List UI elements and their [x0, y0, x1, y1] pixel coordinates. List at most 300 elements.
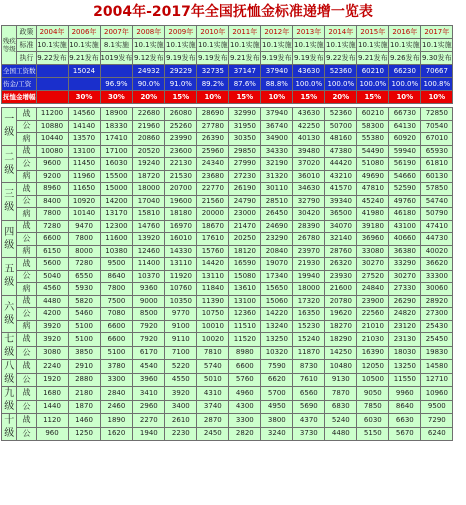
pension-amount-cell: 23130: [389, 333, 421, 347]
pension-type-cell: 战: [17, 145, 36, 158]
stat-cell: [36, 78, 68, 91]
pension-amount-cell: 13240: [261, 320, 293, 333]
stat-cell: 100.0%: [357, 78, 389, 91]
pension-amount-cell: 1890: [100, 414, 133, 428]
pension-amount-cell: 1680: [36, 387, 68, 401]
pension-amount-cell: 17610: [197, 233, 229, 246]
increase-rate-cell: 15%: [229, 91, 261, 104]
pension-amount-cell: 22680: [133, 108, 165, 121]
increase-rate-cell: 15%: [293, 91, 325, 104]
stat-cell: 24932: [133, 65, 165, 78]
pension-amount-cell: 4560: [36, 283, 68, 296]
pension-amount-cell: 60130: [421, 170, 453, 183]
pension-amount-cell: 19620: [325, 308, 357, 321]
pension-amount-cell: 28690: [197, 108, 229, 121]
stat-cell: [68, 78, 100, 91]
pension-amount-cell: 49760: [389, 195, 421, 208]
table-row: [2, 170, 453, 183]
disability-level-cell: 三级: [2, 183, 17, 221]
pension-amount-cell: 24790: [229, 195, 261, 208]
pension-amount-cell: 17320: [293, 295, 325, 308]
pension-amount-cell: 21960: [133, 120, 165, 133]
pension-amount-cell: 4540: [133, 360, 165, 374]
pension-amount-cell: 11600: [100, 233, 133, 246]
year-cell: 2007年: [100, 26, 133, 39]
pension-amount-cell: 23290: [261, 233, 293, 246]
pension-amount-cell: 44420: [325, 158, 357, 171]
pension-amount-cell: 34070: [325, 220, 357, 233]
policy-cell: 10.1实施: [68, 39, 100, 52]
pension-amount-cell: 13920: [133, 233, 165, 246]
pension-amount-cell: 39180: [357, 220, 389, 233]
stat-cell: 52360: [325, 65, 357, 78]
pension-amount-cell: 28510: [261, 195, 293, 208]
pension-amount-cell: 13170: [100, 208, 133, 221]
table-row: [2, 346, 453, 360]
pension-amount-cell: 37020: [293, 158, 325, 171]
pension-amount-cell: 45240: [357, 195, 389, 208]
pension-type-cell: 病: [17, 208, 36, 221]
disability-level-cell: 十级: [2, 414, 17, 441]
pension-amount-cell: 7290: [421, 414, 453, 428]
pension-amount-cell: 49690: [357, 170, 389, 183]
table-row: [2, 233, 453, 246]
pension-amount-cell: 43630: [293, 108, 325, 121]
pension-amount-cell: 72850: [421, 108, 453, 121]
stat-cell: 37147: [229, 65, 261, 78]
table-row: [2, 400, 453, 414]
table-row: [2, 414, 453, 428]
pension-amount-cell: 8960: [36, 183, 68, 196]
table-row: [2, 360, 453, 374]
pension-amount-cell: 11920: [165, 270, 197, 283]
pension-amount-cell: 7800: [68, 233, 100, 246]
pension-amount-cell: 12710: [421, 373, 453, 387]
pension-amount-cell: 26320: [325, 258, 357, 271]
pension-amount-cell: 17040: [133, 195, 165, 208]
pension-amount-cell: 14220: [261, 308, 293, 321]
stat-cell: 90.0%: [133, 78, 165, 91]
pension-amount-cell: 9050: [357, 387, 389, 401]
stat-row: [2, 65, 453, 78]
disability-level-cell: 五级: [2, 258, 17, 296]
pension-amount-cell: 4300: [229, 400, 261, 414]
pension-amount-cell: 2240: [36, 360, 68, 374]
pension-amount-cell: 17100: [100, 145, 133, 158]
pension-amount-cell: 10440: [36, 133, 68, 146]
pension-amount-cell: 18120: [229, 245, 261, 258]
pension-amount-cell: 22770: [197, 183, 229, 196]
pension-amount-cell: 11400: [133, 258, 165, 271]
pension-amount-cell: 36620: [421, 258, 453, 271]
pension-amount-cell: 5930: [68, 283, 100, 296]
pension-amount-cell: 41980: [357, 208, 389, 221]
table-row: [2, 373, 453, 387]
policy-header-row: [2, 39, 453, 52]
pension-type-cell: 战: [17, 360, 36, 374]
increase-rate-cell: 10%: [389, 91, 421, 104]
pension-amount-cell: 1440: [36, 400, 68, 414]
pension-amount-cell: 6550: [68, 270, 100, 283]
stat-cell: 29229: [165, 65, 197, 78]
pension-amount-cell: 23970: [293, 245, 325, 258]
disability-level-cell: 九级: [2, 387, 17, 414]
pension-amount-cell: 5670: [389, 427, 421, 441]
pension-amount-cell: 43100: [389, 220, 421, 233]
date-cell: 9.22发布: [325, 52, 357, 65]
disability-level-cell: 四级: [2, 220, 17, 258]
pension-amount-cell: 14560: [68, 108, 100, 121]
pension-amount-cell: 7590: [261, 360, 293, 374]
pension-amount-cell: 23900: [357, 295, 389, 308]
table-row: [2, 145, 453, 158]
pension-amount-cell: 28920: [421, 295, 453, 308]
disability-level-cell: 八级: [2, 360, 17, 387]
pension-amount-cell: 9360: [133, 283, 165, 296]
pension-type-cell: 公: [17, 308, 36, 321]
pension-amount-cell: 26080: [165, 108, 197, 121]
pension-amount-cell: 3800: [261, 414, 293, 428]
pension-amount-cell: 18290: [325, 333, 357, 347]
pension-amount-cell: 10020: [197, 333, 229, 347]
table-body: [2, 26, 453, 441]
table-row: [2, 283, 453, 296]
pension-amount-cell: 19240: [133, 158, 165, 171]
pension-amount-cell: 10380: [100, 245, 133, 258]
pension-amount-cell: 10500: [357, 373, 389, 387]
disability-level-cell: 六级: [2, 295, 17, 333]
pension-amount-cell: 16390: [357, 346, 389, 360]
pension-amount-cell: 6620: [261, 373, 293, 387]
stat-row-label: 伤金/工资: [2, 78, 37, 91]
pension-amount-cell: 22560: [357, 308, 389, 321]
pension-amount-cell: 27230: [229, 170, 261, 183]
pension-amount-cell: 4310: [197, 387, 229, 401]
pension-amount-cell: 21600: [325, 283, 357, 296]
pension-amount-cell: 3400: [165, 400, 197, 414]
pension-amount-cell: 6030: [357, 414, 389, 428]
pension-amount-cell: 27520: [357, 270, 389, 283]
pension-amount-cell: 7280: [36, 220, 68, 233]
table-row: [2, 320, 453, 333]
table-row: [2, 208, 453, 221]
pension-amount-cell: 42250: [293, 120, 325, 133]
policy-cell: 10.1实施: [197, 39, 229, 52]
pension-amount-cell: 32190: [261, 158, 293, 171]
year-cell: 2017年: [421, 26, 453, 39]
pension-amount-cell: 15650: [261, 283, 293, 296]
increase-rate-cell: 30%: [68, 91, 100, 104]
stat-cell: 70667: [421, 65, 453, 78]
pension-amount-cell: 1920: [36, 373, 68, 387]
pension-amount-cell: 3300: [229, 414, 261, 428]
pension-amount-cell: 8980: [229, 346, 261, 360]
pension-amount-cell: 8500: [133, 308, 165, 321]
pension-amount-cell: 31320: [261, 170, 293, 183]
pension-amount-cell: 6240: [421, 427, 453, 441]
pension-amount-cell: 24690: [261, 220, 293, 233]
pension-amount-cell: 13100: [68, 145, 100, 158]
pension-amount-cell: 10750: [197, 308, 229, 321]
pension-amount-cell: 12460: [133, 245, 165, 258]
pension-amount-cell: 7800: [100, 283, 133, 296]
pension-amount-cell: 2180: [68, 387, 100, 401]
pension-amount-cell: 67010: [421, 133, 453, 146]
pension-amount-cell: 40660: [389, 233, 421, 246]
increase-rate-row: [2, 91, 453, 104]
pension-amount-cell: 5690: [293, 400, 325, 414]
pension-amount-cell: 25260: [165, 120, 197, 133]
pension-amount-cell: 10350: [165, 295, 197, 308]
pension-amount-cell: 7100: [165, 346, 197, 360]
pension-amount-cell: 8640: [389, 400, 421, 414]
pension-amount-cell: 13110: [165, 258, 197, 271]
pension-amount-cell: 6600: [36, 233, 68, 246]
date-header-row: [2, 52, 453, 65]
pension-type-cell: 公: [17, 346, 36, 360]
pension-amount-cell: 26780: [293, 233, 325, 246]
pension-amount-cell: 5100: [68, 320, 100, 333]
pension-amount-cell: 1870: [68, 400, 100, 414]
pension-type-cell: 战: [17, 295, 36, 308]
pension-amount-cell: 10010: [197, 320, 229, 333]
pension-amount-cell: 56190: [389, 158, 421, 171]
pension-type-cell: 战: [17, 333, 36, 347]
pension-amount-cell: 21010: [357, 320, 389, 333]
pension-amount-cell: 48160: [325, 133, 357, 146]
disability-level-cell: 七级: [2, 333, 17, 360]
pension-amount-cell: 18030: [389, 346, 421, 360]
pension-standard-table: [1, 25, 453, 441]
pension-amount-cell: 5600: [36, 258, 68, 271]
pension-amount-cell: 70540: [421, 120, 453, 133]
year-cell: 2014年: [325, 26, 357, 39]
pension-amount-cell: 7610: [293, 373, 325, 387]
pension-amount-cell: 12050: [357, 360, 389, 374]
pension-amount-cell: 24340: [197, 158, 229, 171]
policy-cell: 10.1实施: [36, 39, 68, 52]
pension-amount-cell: 5040: [36, 270, 68, 283]
pension-amount-cell: 26290: [389, 295, 421, 308]
pension-amount-cell: 5010: [197, 373, 229, 387]
pension-amount-cell: 13110: [197, 270, 229, 283]
date-cell: 9.26发布: [389, 52, 421, 65]
pension-amount-cell: 28760: [325, 245, 357, 258]
pension-amount-cell: 57850: [421, 183, 453, 196]
table-row: [2, 270, 453, 283]
pension-amount-cell: 30270: [357, 258, 389, 271]
pension-amount-cell: 2910: [68, 360, 100, 374]
pension-amount-cell: 10320: [261, 346, 293, 360]
pension-amount-cell: 20780: [325, 295, 357, 308]
pension-amount-cell: 21930: [293, 258, 325, 271]
pension-type-cell: 病: [17, 283, 36, 296]
pension-type-cell: 战: [17, 387, 36, 401]
pension-amount-cell: 27300: [421, 308, 453, 321]
year-cell: 2006年: [68, 26, 100, 39]
pension-amount-cell: 10960: [421, 387, 453, 401]
pension-amount-cell: 29850: [229, 145, 261, 158]
pension-amount-cell: 5220: [165, 360, 197, 374]
pension-amount-cell: 8640: [100, 270, 133, 283]
policy-cell: 10.1实施: [325, 39, 357, 52]
pension-amount-cell: 3730: [293, 427, 325, 441]
pension-amount-cell: 18180: [165, 208, 197, 221]
pension-amount-cell: 3920: [165, 387, 197, 401]
pension-amount-cell: 16350: [293, 308, 325, 321]
pension-amount-cell: 10480: [325, 360, 357, 374]
pension-type-cell: 战: [17, 220, 36, 233]
pension-amount-cell: 3740: [197, 400, 229, 414]
pension-amount-cell: 16010: [165, 233, 197, 246]
pension-amount-cell: 10880: [36, 120, 68, 133]
pension-amount-cell: 59940: [389, 145, 421, 158]
pension-amount-cell: 11840: [197, 283, 229, 296]
pension-amount-cell: 15240: [293, 333, 325, 347]
pension-amount-cell: 9110: [165, 333, 197, 347]
pension-amount-cell: 66730: [389, 108, 421, 121]
table-row: [2, 120, 453, 133]
date-cell: 9.21发布: [68, 52, 100, 65]
pension-amount-cell: 2880: [68, 373, 100, 387]
table-row: [2, 108, 453, 121]
pension-amount-cell: 65930: [421, 145, 453, 158]
pension-amount-cell: 24840: [357, 283, 389, 296]
year-cell: 2009年: [165, 26, 197, 39]
pension-amount-cell: 13250: [389, 360, 421, 374]
pension-type-cell: 公: [17, 427, 36, 441]
pension-amount-cell: 6630: [389, 414, 421, 428]
pension-amount-cell: 32140: [325, 233, 357, 246]
date-cell: 9.21发布: [357, 52, 389, 65]
pension-amount-cell: 3850: [68, 346, 100, 360]
pension-amount-cell: 7500: [100, 295, 133, 308]
stat-cell: 89.2%: [197, 78, 229, 91]
pension-amount-cell: 6600: [100, 320, 133, 333]
pension-amount-cell: 6600: [229, 360, 261, 374]
pension-amount-cell: 11200: [36, 108, 68, 121]
pension-amount-cell: 31950: [229, 120, 261, 133]
pension-amount-cell: 5700: [261, 387, 293, 401]
pension-amount-cell: 19830: [421, 346, 453, 360]
pension-amount-cell: 3080: [36, 346, 68, 360]
pension-amount-cell: 36740: [261, 120, 293, 133]
pension-amount-cell: 3920: [36, 320, 68, 333]
pension-amount-cell: 34900: [261, 133, 293, 146]
pension-amount-cell: 17410: [100, 133, 133, 146]
pension-amount-cell: 8000: [68, 245, 100, 258]
pension-amount-cell: 30270: [389, 270, 421, 283]
pension-amount-cell: 46180: [389, 208, 421, 221]
pension-amount-cell: 23930: [325, 270, 357, 283]
policy-cell: 10.1实施: [293, 39, 325, 52]
pension-amount-cell: 19070: [261, 258, 293, 271]
pension-amount-cell: 13610: [229, 283, 261, 296]
table-row: [2, 195, 453, 208]
increase-rate-cell: 10%: [421, 91, 453, 104]
date-cell: 1019发布: [100, 52, 133, 65]
pension-amount-cell: 7870: [325, 387, 357, 401]
pension-amount-cell: 21030: [357, 333, 389, 347]
pension-type-cell: 战: [17, 258, 36, 271]
pension-amount-cell: 2870: [197, 414, 229, 428]
table-row: [2, 245, 453, 258]
pension-amount-cell: 9470: [68, 220, 100, 233]
pension-amount-cell: 18000: [133, 183, 165, 196]
pension-amount-cell: 4950: [261, 400, 293, 414]
pension-amount-cell: 12300: [100, 220, 133, 233]
pension-amount-cell: 5460: [68, 308, 100, 321]
pension-amount-cell: 10140: [68, 208, 100, 221]
pension-amount-cell: 36500: [325, 208, 357, 221]
pension-amount-cell: 20700: [165, 183, 197, 196]
year-cell: 2016年: [389, 26, 421, 39]
pension-amount-cell: 2230: [165, 427, 197, 441]
disability-level-header: 残疾等级: [2, 26, 17, 65]
increase-rate-cell: 10%: [261, 91, 293, 104]
pension-type-cell: 公: [17, 270, 36, 283]
stat-cell: 100.0%: [293, 78, 325, 91]
increase-rate-cell: 10%: [197, 91, 229, 104]
year-cell: 2011年: [229, 26, 261, 39]
stat-cell: 87.6%: [229, 78, 261, 91]
pension-amount-cell: 6830: [325, 400, 357, 414]
table-row: [2, 258, 453, 271]
pension-amount-cell: 18000: [293, 283, 325, 296]
date-cell: 9.19发布: [165, 52, 197, 65]
pension-amount-cell: 20520: [133, 145, 165, 158]
policy-cell: 10.1实施: [421, 39, 453, 52]
pension-type-cell: 公: [17, 373, 36, 387]
pension-amount-cell: 33300: [421, 270, 453, 283]
pension-amount-cell: 18670: [197, 220, 229, 233]
stat-cell: 15024: [68, 65, 100, 78]
pension-amount-cell: 37940: [261, 108, 293, 121]
pension-amount-cell: 39480: [293, 145, 325, 158]
pension-amount-cell: 14420: [197, 258, 229, 271]
pension-amount-cell: 4960: [229, 387, 261, 401]
pension-amount-cell: 15000: [100, 183, 133, 196]
pension-amount-cell: 7920: [133, 333, 165, 347]
pension-type-cell: 战: [17, 108, 36, 121]
stat-row: [2, 78, 453, 91]
pension-amount-cell: 32990: [229, 108, 261, 121]
date-cell: 9.19发布: [261, 52, 293, 65]
pension-amount-cell: 36380: [389, 245, 421, 258]
pension-amount-cell: 30350: [229, 133, 261, 146]
pension-amount-cell: 20000: [197, 208, 229, 221]
pension-amount-cell: 10080: [36, 145, 68, 158]
pension-amount-cell: 14580: [421, 360, 453, 374]
pension-amount-cell: 40020: [421, 245, 453, 258]
stat-cell: 32735: [197, 65, 229, 78]
pension-amount-cell: 5740: [197, 360, 229, 374]
pension-amount-cell: 15810: [133, 208, 165, 221]
pension-amount-cell: 34630: [293, 183, 325, 196]
disability-level-cell: 一级: [2, 108, 17, 146]
pension-amount-cell: 5760: [229, 373, 261, 387]
pension-amount-cell: 5240: [325, 414, 357, 428]
pension-amount-cell: 14250: [325, 346, 357, 360]
pension-amount-cell: 26450: [261, 208, 293, 221]
pension-amount-cell: 23990: [165, 133, 197, 146]
pension-amount-cell: 9600: [36, 158, 68, 171]
policy-cell: 8.1实施: [100, 39, 133, 52]
policy-cell: 10.1实施: [357, 39, 389, 52]
pension-amount-cell: 21530: [165, 170, 197, 183]
stat-cell: 100.0%: [389, 78, 421, 91]
increase-rate-label: 抚恤金增幅: [2, 91, 37, 104]
